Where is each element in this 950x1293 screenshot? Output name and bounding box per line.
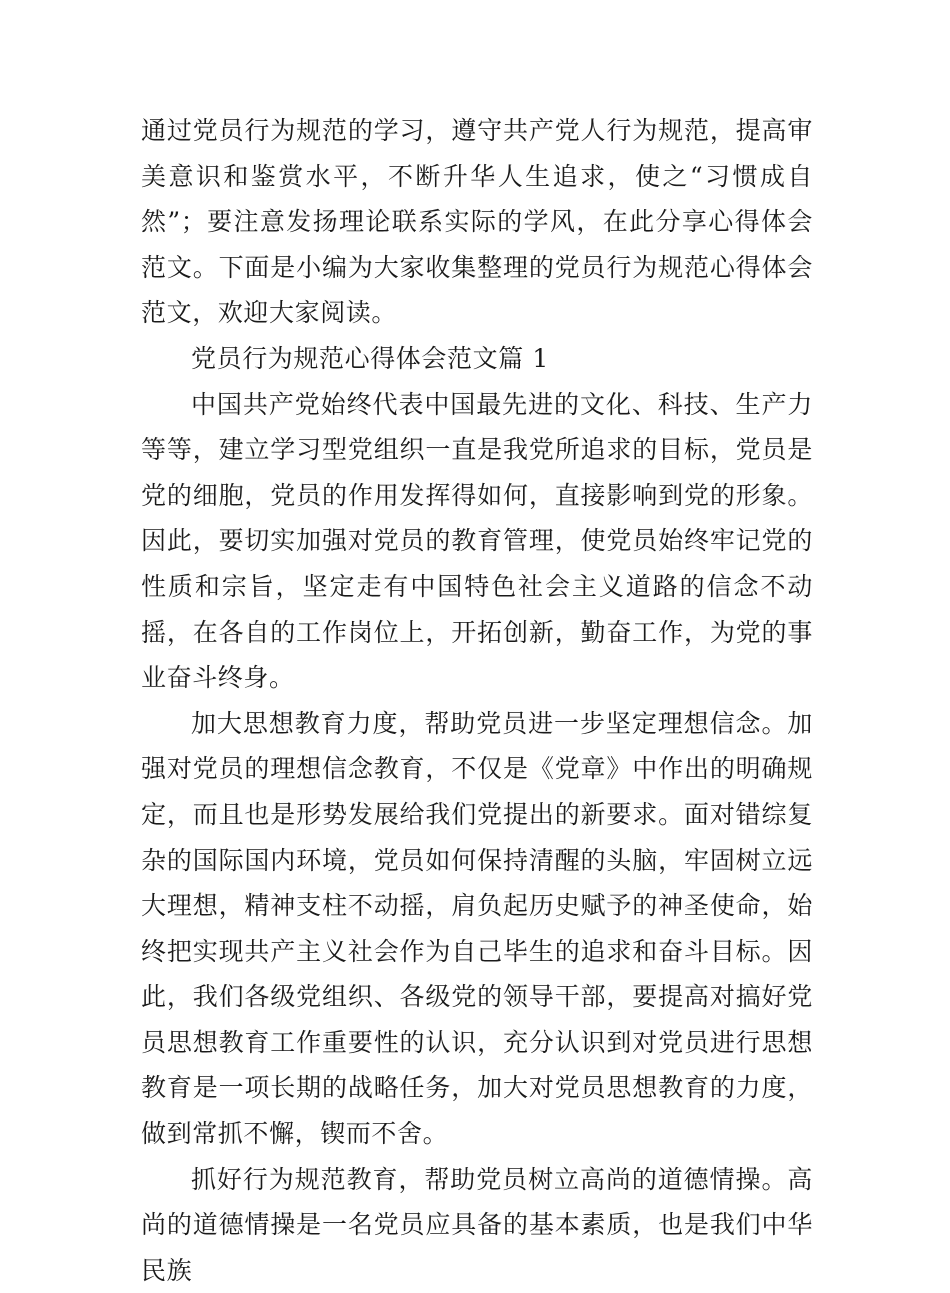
body-paragraph-1: 中国共产党始终代表中国最先进的文化、科技、生产力等等，建立学习型党组织一直是我党所追求的目标，党员是党的细胞，党员的作用发挥得如何，直接影响到党的形象。因此，要切实加强对党员的教育管理，使党员始终牢记党的性质和宗旨，坚定走有中国特色社会主义道路的信念不动摇，在各自的工作岗位上，开拓创新，勤奋工作，为党的事业奋斗终身。 [141,389,813,693]
body-paragraph-2: 加大思想教育力度，帮助党员进一步坚定理想信念。加强对党员的理想信念教育，不仅是《党章》中作出的明确规定，而且也是形势发展给我们党提出的新要求。面对错综复杂的国际国内环境，党员如何保持清醒的头脑，牢固树立远大理想，精神支柱不动摇，肩负起历史赋予的神圣使命，始终把实现共产主义社会作为自己毕生的追求和奋斗目标。因此，我们各级党组织、各级党的领导干部，要提高对搞好党员思想教育工作重要性的认识，充分认识到对党员进行思想教育是一项长期的战略任务，加大对党员思想教育的力度，做到常抓不懈，锲而不舍。 [141,708,813,1149]
document-body [141,108,813,1293]
section-heading: 党员行为规范心得体会范文篇 1 [191,343,549,373]
intro-paragraph: 通过党员行为规范的学习，遵守共产党人行为规范，提高审美意识和鉴赏水平，不断升华人生追求，使之“习惯成自然”；要注意发扬理论联系实际的学风，在此分享心得体会范文。下面是小编为大家收集整理的党员行为规范心得体会范文，欢迎大家阅读。 [141,116,813,328]
body-paragraph-3: 抓好行为规范教育，帮助党员树立高尚的道德情操。高尚的道德情操是一名党员应具备的基本素质，也是我们中华民族 [141,1164,813,1285]
